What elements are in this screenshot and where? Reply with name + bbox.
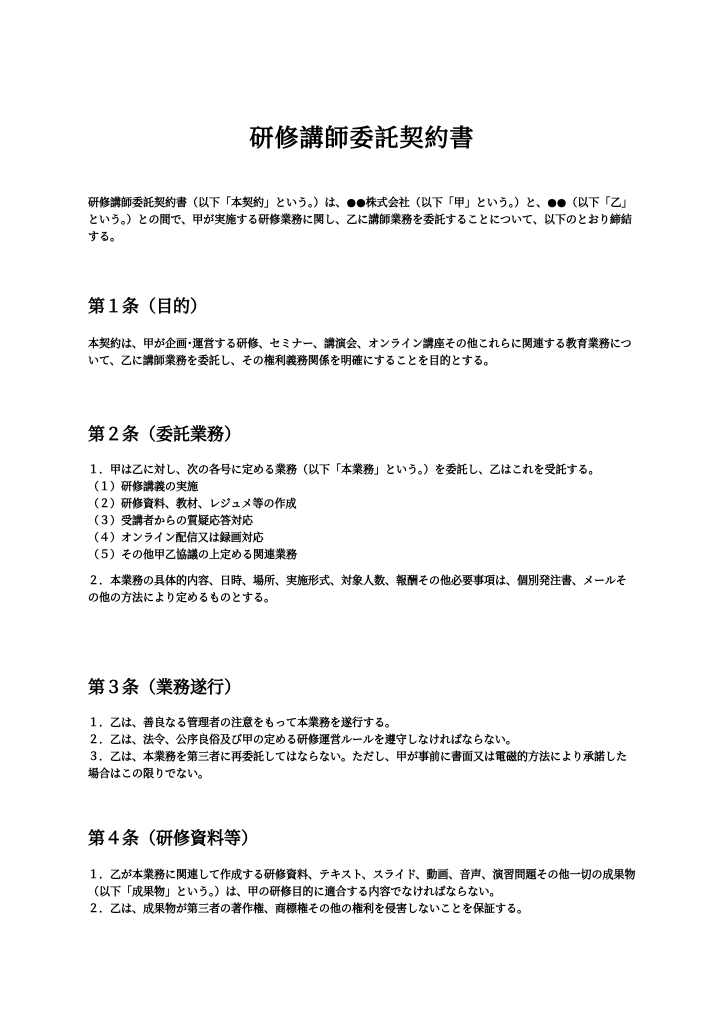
article-2-item-3: （３）受講者からの質疑応答対応	[88, 514, 253, 527]
article-4-heading-block	[88, 828, 636, 850]
article-4-body	[88, 866, 636, 917]
article-1-paragraph: 本契約は、甲が企画･運営する研修、セミナー、講演会、オンライン講座その他これらに関連する教育業務について、乙に講師業務を委託し、その権利義務関係を明確にすることを目的とする。	[88, 337, 632, 367]
article-4-heading: 第４条（研修資料等）	[88, 829, 258, 849]
article-4-clause-2: ２．乙は、成果物が第三者の著作権、商標権その他の権利を侵害しないことを保証する。	[88, 902, 528, 915]
article-2-item-4: （４）オンライン配信又は録画対応	[88, 531, 264, 544]
article-2-heading-block	[88, 424, 636, 446]
article-3-clause-3: ３．乙は、本業務を第三者に再委託してはならない。ただし、甲が事前に書面又は電磁的方法により承諾した場合はこの限りでない。	[88, 750, 627, 780]
article-3-heading-block	[88, 677, 636, 699]
article-2-clause-1: １．甲は乙に対し、次の各号に定める業務（以下「本業務」という。）を委託し、乙はこれを受託する。	[88, 463, 600, 476]
article-3-heading: 第３条（業務遂行）	[88, 678, 241, 698]
article-1-heading: 第１条（目的）	[88, 297, 207, 317]
article-2-clause-2: ２．本業務の具体的内容、日時、場所、実施形式、対象人数、報酬その他必要事項は、個別発注書、メールその他の方法により定めるものとする。	[88, 574, 627, 604]
article-4-clause-1: １．乙が本業務に関連して作成する研修資料、テキスト、スライド、動画、音声、演習問題その他一切の成果物（以下「成果物」という。）は、甲の研修目的に適合する内容でなければならない。	[88, 868, 636, 898]
article-3-clause-1: １．乙は、善良なる管理者の注意をもって本業務を遂行する。	[88, 716, 396, 729]
article-2-heading: 第２条（委託業務）	[88, 425, 241, 445]
article-1-body	[88, 335, 636, 369]
article-3-clause-2: ２．乙は、法令、公序良俗及び甲の定める研修運営ルールを遵守しなければならない。	[88, 733, 517, 746]
intro-section	[88, 194, 636, 245]
article-1-heading-block	[88, 296, 636, 318]
article-3-body	[88, 714, 636, 782]
article-2-item-5: （５）その他甲乙協議の上定める関連業務	[88, 548, 297, 561]
spacer	[88, 563, 636, 572]
article-2-body	[88, 461, 636, 606]
intro-paragraph: 研修講師委託契約書（以下「本契約」という。）は、●●株式会社（以下「甲」という。）と、●●（以下「乙」という。）との間で、甲が実施する研修業務に関し、乙に講師業務を委託することについて、以下のとおり締結する。	[88, 196, 633, 243]
article-2-item-2: （２）研修資料、教材、レジュメ等の作成	[88, 497, 297, 510]
article-2-item-1: （１）研修講義の実施	[88, 480, 198, 493]
document-title: 研修講師委託契約書	[249, 124, 475, 152]
